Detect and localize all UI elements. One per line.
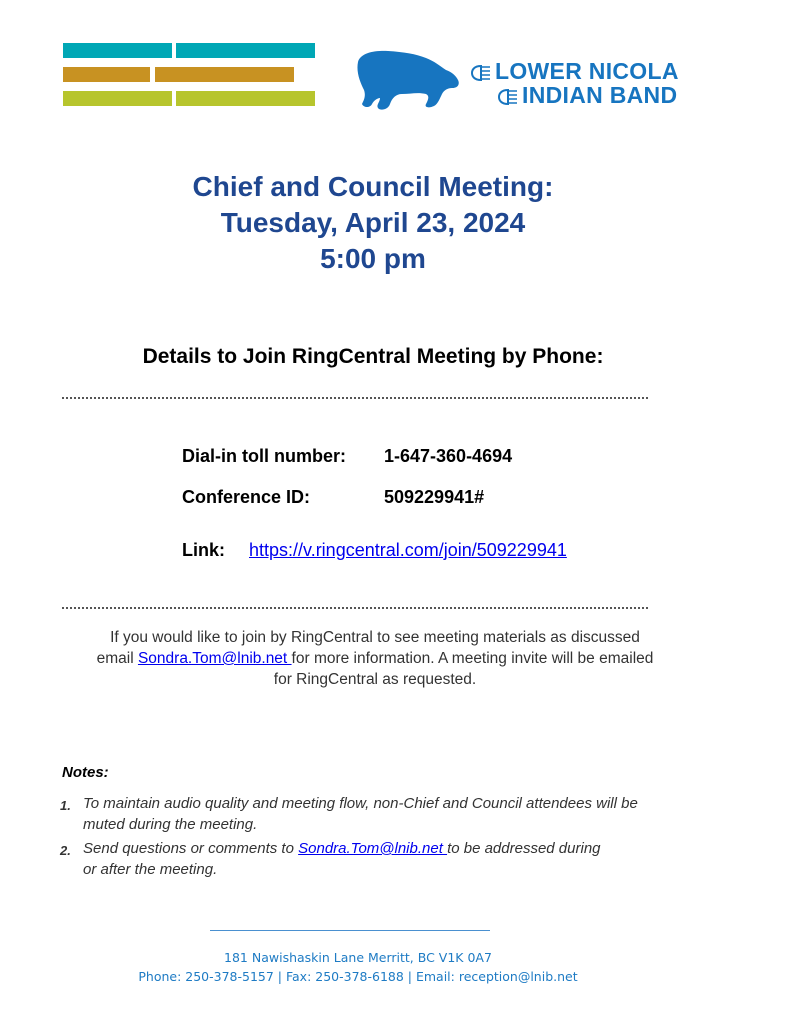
info-paragraph <box>60 627 690 690</box>
note-2-line-2: or after the meeting. <box>83 861 218 878</box>
dotted-divider-top <box>62 397 648 399</box>
join-heading: Details to Join RingCentral Meeting by Phone: <box>142 345 604 368</box>
note-2-pre: Send questions or comments to <box>83 840 299 857</box>
org-name-text-1: LOWER NICOLA <box>495 58 679 84</box>
logo-bar-green-2 <box>176 91 315 106</box>
email-link-info[interactable]: Sondra.Tom@lnib.net <box>137 650 292 667</box>
org-name-line2 <box>497 83 677 107</box>
logo-bar-gold-2 <box>155 67 294 82</box>
note-1-line-1: To maintain audio quality and meeting flow, non-Chief and Council attendees will be <box>83 795 638 812</box>
org-name-line1 <box>470 59 679 83</box>
note-number-1: 1. <box>60 798 71 813</box>
meeting-title: Chief and Council Meeting: <box>192 171 554 202</box>
note-1-line-2: muted during the meeting. <box>83 816 258 833</box>
ringcentral-join-link[interactable]: https://v.ringcentral.com/join/509229941 <box>249 540 567 560</box>
note-text-1 <box>83 793 703 835</box>
conference-id-value: 509229941# <box>384 487 485 507</box>
footer-divider <box>210 930 490 931</box>
info-line-2 <box>60 648 690 669</box>
bear-logo-icon <box>352 48 464 112</box>
logo-bar-teal-1 <box>63 43 172 58</box>
info-line-3: for RingCentral as requested. <box>273 671 477 688</box>
note-2-line-1 <box>83 838 703 859</box>
conference-id-label: Conference ID: <box>182 487 311 507</box>
logo-bar-teal-2 <box>176 43 315 58</box>
link-label: Link: <box>182 540 225 560</box>
info-pre-email: email <box>96 650 138 667</box>
meeting-time: 5:00 pm <box>320 243 426 274</box>
email-link-notes[interactable]: Sondra.Tom@lnib.net <box>298 840 448 857</box>
footer-address: 181 Nawishaskin Lane Merritt, BC V1K 0A7 <box>224 950 492 965</box>
footer-contact: Phone: 250-378-5157 | Fax: 250-378-6188 | Email: reception@lnib.net <box>138 969 578 984</box>
meeting-date: Tuesday, April 23, 2024 <box>220 207 526 238</box>
notes-heading: Notes: <box>62 764 109 781</box>
note-number-2: 2. <box>60 843 71 858</box>
note-item-2 <box>60 838 700 882</box>
dial-in-label: Dial-in toll number: <box>182 446 346 466</box>
logo-bar-gold-1 <box>63 67 150 82</box>
note-text-2 <box>83 838 703 880</box>
note-item-1 <box>60 793 700 837</box>
info-post-email: for more information. A meeting invite will be emailed <box>291 650 654 667</box>
info-line-1: If you would like to join by RingCentral to see meeting materials as discussed <box>110 629 640 646</box>
logo-bar-green-1 <box>63 91 172 106</box>
dotted-divider-bottom <box>62 607 648 609</box>
dial-in-number: 1-647-360-4694 <box>384 446 513 466</box>
headlight-mark-icon <box>497 88 519 106</box>
note-2-post: to be addressed during <box>447 840 601 857</box>
headlight-mark-icon <box>470 64 492 82</box>
org-name-text-2: INDIAN BAND <box>522 82 678 108</box>
